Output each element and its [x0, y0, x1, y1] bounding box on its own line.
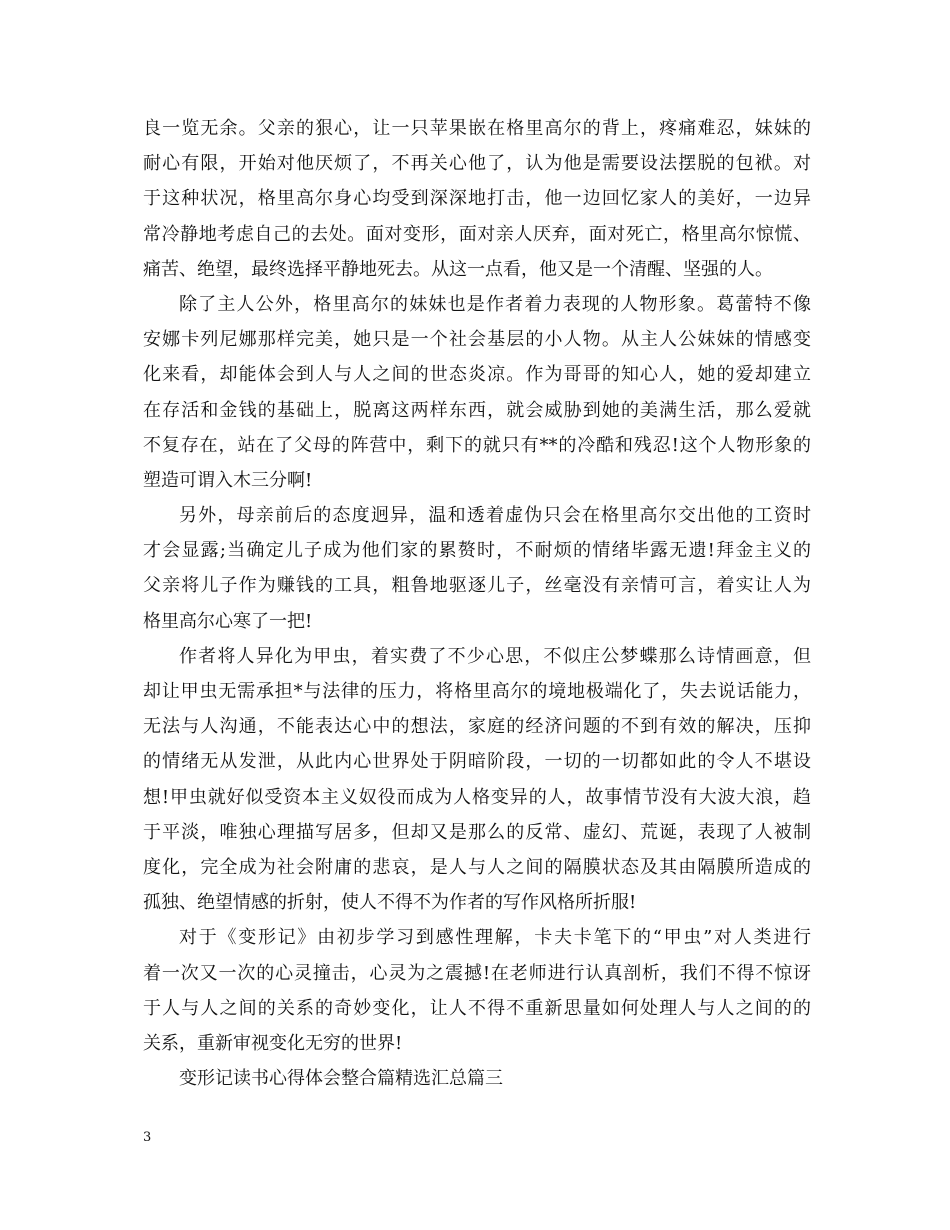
text-line: 在存活和金钱的基础上，脱离这两样东西，就会威胁到她的美满生活，那么爱就: [143, 399, 811, 421]
text-line: 耐心有限，开始对他厌烦了，不再关心他了，认为他是需要设法摆脱的包袱。对: [143, 153, 811, 175]
paragraph-first-line: 作者将人异化为甲虫，着实费了不少心思，不似庄公梦蝶那么诗情画意，但: [179, 645, 811, 667]
text-line: 父亲将儿子作为赚钱的工具，粗鲁地驱逐儿子，丝毫没有亲情可言，着实让人为: [143, 575, 811, 597]
text-line: 塑造可谓入木三分啊!: [143, 469, 313, 491]
text-line: 良一览无余。父亲的狠心，让一只苹果嵌在格里高尔的背上，疼痛难忍，妹妹的: [143, 118, 811, 139]
paragraph-first-line: 除了主人公外，格里高尔的妹妹也是作者着力表现的人物形象。葛蕾特不像: [179, 293, 811, 315]
text-line: 不复存在，站在了父母的阵营中，剩下的就只有**的冷酷和残忍!这个人物形象的: [143, 434, 811, 456]
text-line: 无法与人沟通，不能表达心中的想法，家庭的经济问题的不到有效的解决，压抑: [143, 716, 811, 738]
text-line: 才会显露;当确定儿子成为他们家的累赘时，不耐烦的情绪毕露无遗!拜金主义的: [143, 540, 811, 562]
text-line: 于这种状况，格里高尔身心均受到深深地打击，他一边回忆家人的美好，一边异: [143, 188, 811, 210]
text-line: 安娜卡列尼娜那样完美，她只是一个社会基层的小人物。从主人公妹妹的情感变: [143, 329, 811, 351]
text-line: 却让甲虫无需承担*与法律的压力，将格里高尔的境地极端化了，失去说话能力，: [143, 681, 811, 702]
text-line: 痛苦、绝望，最终选择平静地死去。从这一点看，他又是一个清醒、坚强的人。: [143, 258, 773, 280]
paragraph-first-line: 对于《变形记》由初步学习到感性理解，卡夫卡笔下的“甲虫”对人类进行: [179, 927, 811, 949]
text-line: 化来看，却能体会到人与人之间的世态炎凉。作为哥哥的知心人，她的爱却建立: [143, 364, 811, 386]
text-line: 想!甲虫就好似受资本主义奴役而成为人格变异的人，故事情节没有大波大浪，趋: [143, 786, 811, 808]
text-line: 于平淡，唯独心理描写居多，但却又是那么的反常、虚幻、荒诞，表现了人被制: [143, 821, 811, 843]
text-line: 的情绪无从发泄，从此内心世界处于阴暗阶段，一切的一切都如此的令人不堪设: [143, 751, 811, 773]
text-line: 常冷静地考虑自己的去处。面对变形，面对亲人厌弃，面对死亡，格里高尔惊慌、: [143, 223, 811, 245]
text-line: 于人与人之间的关系的奇妙变化，让人不得不重新思量如何处理人与人之间的的: [143, 997, 811, 1019]
document-body: [143, 111, 811, 1096]
text-line: 格里高尔心寒了一把!: [143, 610, 313, 632]
text-line: 着一次又一次的心灵撞击，心灵为之震撼!在老师进行认真剖析，我们不得不惊讶: [143, 962, 811, 984]
text-line: 孤独、绝望情感的折射，使人不得不为作者的写作风格所折服!: [143, 892, 637, 914]
text-line: 关系，重新审视变化无穷的世界!: [143, 1032, 403, 1054]
text-line: 度化，完全成为社会附庸的悲哀，是人与人之间的隔膜状态及其由隔膜所造成的: [143, 856, 811, 878]
section-heading: 变形记读书心得体会整合篇精选汇总篇三: [179, 1068, 503, 1090]
page-number: 3: [143, 1130, 152, 1145]
paragraph-first-line: 另外，母亲前后的态度迥异，温和透着虚伪只会在格里高尔交出他的工资时: [179, 505, 811, 527]
